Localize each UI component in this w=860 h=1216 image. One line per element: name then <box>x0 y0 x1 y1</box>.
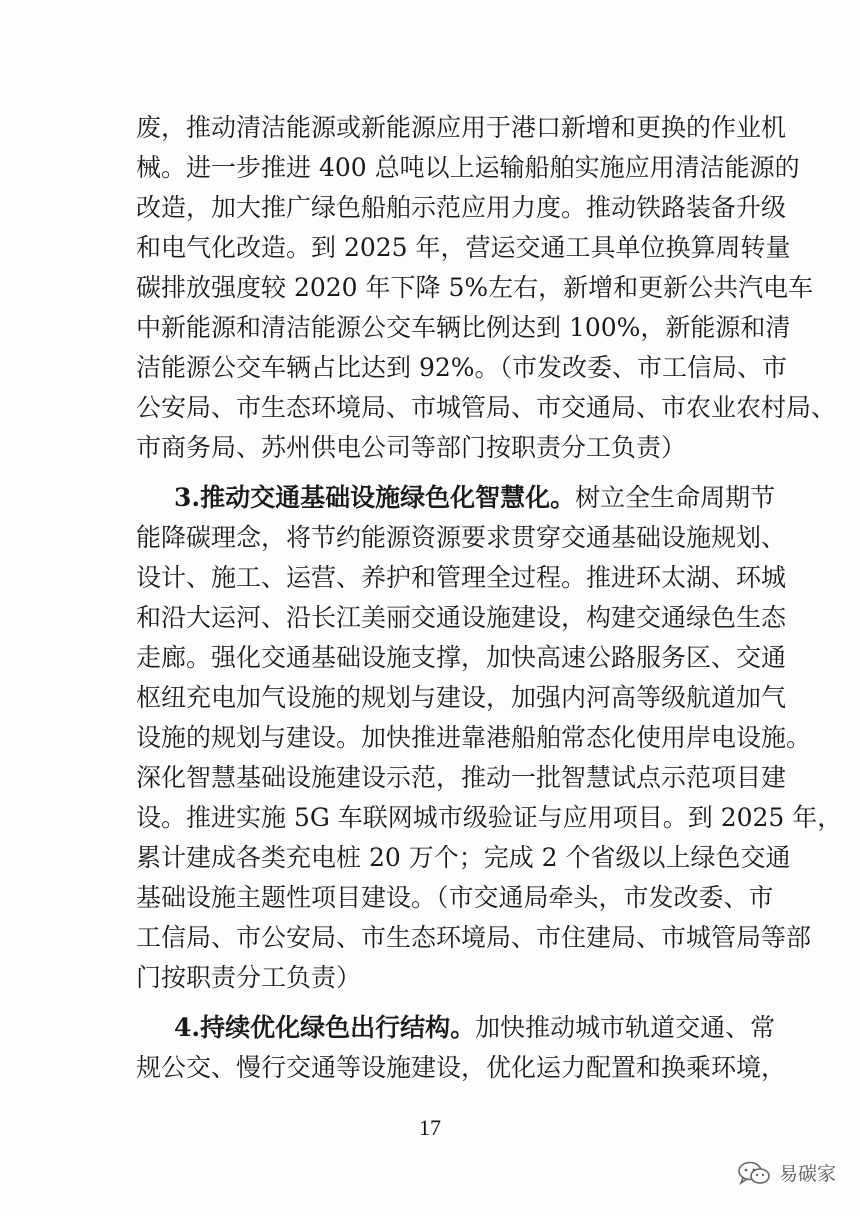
watermark <box>737 1159 836 1186</box>
text-line: 设施的规划与建设。加快推进靠港船舶常态化使用岸电设施。 <box>136 723 812 752</box>
text-line: 走廊。强化交通基础设施支撑，加快高速公路服务区、交通 <box>136 643 787 672</box>
text-line: 废，推动清洁能源或新能源应用于港口新增和更换的作业机 <box>136 113 787 142</box>
text-line: 和沿大运河、沿长江美丽交通设施建设，构建交通绿色生态 <box>136 603 787 632</box>
text-line: 公安局、市生态环境局、市城管局、市交通局、市农业农村局、 <box>136 393 837 422</box>
watermark-text: 易碳家 <box>778 1163 836 1185</box>
section-3-heading: 3.推动交通基础设施绿色化智慧化。 <box>174 483 576 512</box>
section-4-heading: 4.持续优化绿色出行结构。 <box>174 1013 476 1042</box>
text-line: 能降碳理念，将节约能源资源要求贯穿交通基础设施规划、 <box>136 523 787 552</box>
section-3-first-line-text: 树立全生命周期节 <box>575 483 776 512</box>
text-line: 市商务局、苏州供电公司等部门按职责分工负责） <box>136 433 687 462</box>
section-4-first-line <box>174 1008 776 1048</box>
text-line: 累计建成各类充电桩 20 万个；完成 2 个省级以上绿色交通 <box>136 843 791 872</box>
text-line: 设计、施工、运营、养护和管理全过程。推进环太湖、环城 <box>136 563 787 592</box>
text-line: 设。推进实施 5G 车联网城市级验证与应用项目。到 2025 年， <box>136 803 843 832</box>
section-4-first-line-text: 加快推动城市轨道交通、常 <box>475 1013 776 1042</box>
page-number: 17 <box>419 1115 441 1140</box>
text-line: 洁能源公交车辆占比达到 92%。（市发改委、市工信局、市 <box>136 353 788 382</box>
wechat-icon <box>737 1161 771 1185</box>
section-3-first-line <box>174 478 776 518</box>
text-line: 碳排放强度较 2020 年下降 5%左右，新增和更新公共汽电车 <box>136 273 814 302</box>
text-line: 基础设施主题性项目建设。（市交通局牵头，市发改委、市 <box>136 883 774 912</box>
text-line: 门按职责分工负责） <box>136 963 362 992</box>
text-line: 深化智慧基础设施建设示范，推动一批智慧试点示范项目建 <box>136 763 787 792</box>
text-line: 械。进一步推进 400 总吨以上运输船舶实施应用清洁能源的 <box>136 153 800 182</box>
text-line: 和电气化改造。到 2025 年，营运交通工具单位换算周转量 <box>136 233 791 262</box>
text-line: 规公交、慢行交通等设施建设，优化运力配置和换乘环境， <box>136 1053 787 1082</box>
text-line: 枢纽充电加气设施的规划与建设，加强内河高等级航道加气 <box>136 683 787 712</box>
text-line: 中新能源和清洁能源公交车辆比例达到 100%，新能源和清 <box>136 313 791 342</box>
text-line: 工信局、市公安局、市生态环境局、市住建局、市城管局等部 <box>136 923 812 952</box>
text-line: 改造，加大推广绿色船舶示范应用力度。推动铁路装备升级 <box>136 193 787 222</box>
